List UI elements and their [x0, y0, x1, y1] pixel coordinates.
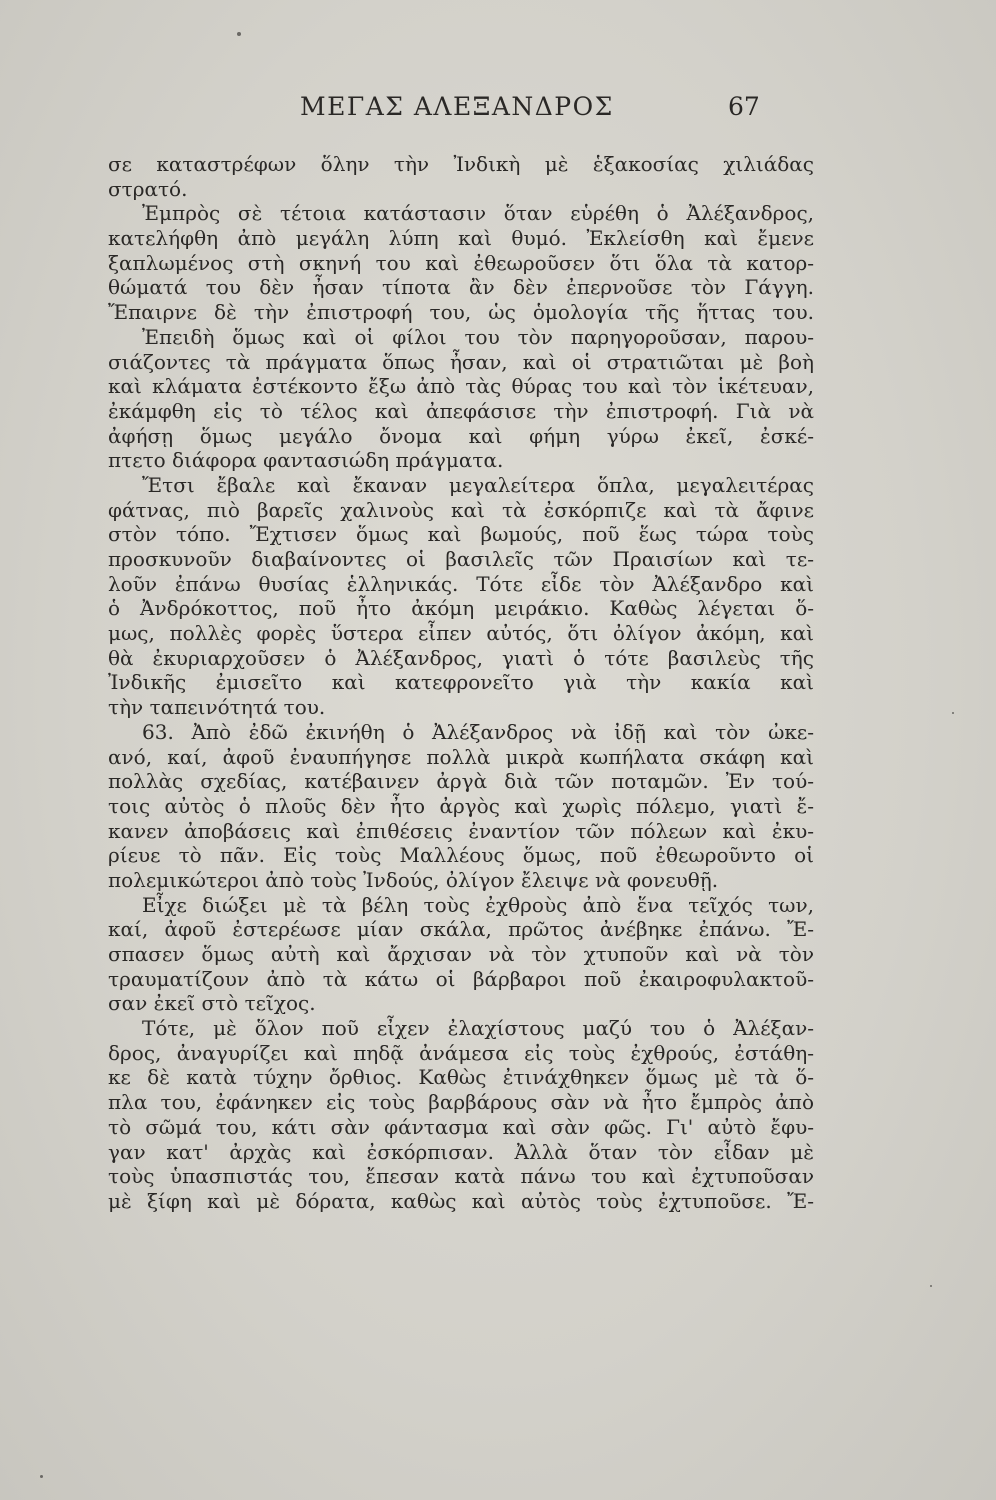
- text-line: καί, ἀφοῦ ἐστερέωσε μίαν σκάλα, πρῶτος ἀνέβηκε ἐπάνω. Ἔ-: [108, 917, 814, 942]
- ink-speck: [930, 1285, 932, 1287]
- ink-speck: [952, 712, 954, 714]
- text-line: στὸν τόπο. Ἔχτισεν ὅμως καὶ βωμούς, ποῦ ἕως τώρα τοὺς: [108, 522, 814, 547]
- text-line: θώματά του δὲν ἦσαν τίποτα ἂν δὲν ἐπερνοῦσε τὸν Γάγγη.: [108, 275, 814, 300]
- text-line: κανεν ἀποβάσεις καὶ ἐπιθέσεις ἐναντίον τῶν πόλεων καὶ ἐκυ-: [108, 818, 814, 843]
- text-line: Ἰνδικῆς ἐμισεῖτο καὶ κατεφρονεῖτο γιὰ τὴν κακία καὶ: [108, 670, 814, 695]
- text-line: γαν κατ' ἀρχὰς καὶ ἐσκόρπισαν. Ἀλλὰ ὅταν τὸν εἶδαν μὲ: [108, 1139, 814, 1164]
- text-line: μως, πολλὲς φορὲς ὕστερα εἶπεν αὐτός, ὅτι ὀλίγον ἀκόμη, καὶ: [108, 621, 814, 646]
- text-line: μὲ ξίφη καὶ μὲ δόρατα, καθὼς καὶ αὐτὸς τοὺς ἐχτυποῦσε. Ἔ-: [108, 1188, 814, 1213]
- text-line: Ἔπαιρνε δὲ τὴν ἐπιστροφή του, ὡς ὁμολογία τῆς ἥττας του.: [108, 300, 814, 325]
- text-line: τὸ σῶμά του, κάτι σὰν φάντασμα καὶ σὰν φῶς. Γι' αὐτὸ ἔφυ-: [108, 1114, 814, 1139]
- text-line: δρος, ἀναγυρίζει καὶ πηδᾷ ἀνάμεσα εἰς τοὺς ἐχθρούς, ἐστάθη-: [108, 1040, 814, 1065]
- text-line: Τότε, μὲ ὅλον ποῦ εἶχεν ἐλαχίστους μαζύ του ὁ Ἀλέξαν-: [142, 1016, 814, 1041]
- text-line: τοις αὐτὸς ὁ πλοῦς δὲν ἦτο ἀργὸς καὶ χωρὶς πόλεμο, γιατὶ ἔ-: [108, 793, 814, 818]
- text-line: λοῦν ἐπάνω θυσίας ἑλληνικάς. Τότε εἶδε τὸν Ἀλέξανδρο καὶ: [108, 571, 814, 596]
- running-head: [0, 92, 996, 132]
- text-line: τραυματίζουν ἀπὸ τὰ κάτω οἱ βάρβαροι ποῦ ἐκαιροφυλακτοῦ-: [108, 966, 814, 991]
- text-line: ἐκάμφθη εἰς τὸ τέλος καὶ ἀπεφάσισε τὴν ἐπιστροφή. Γιὰ νὰ: [108, 398, 814, 423]
- text-line: σπασεν ὅμως αὐτὴ καὶ ἄρχισαν νὰ τὸν χτυποῦν καὶ νὰ τὸν: [108, 942, 814, 966]
- text-line: ἀφήσῃ ὅμως μεγάλο ὄνομα καὶ φήμη γύρω ἐκεῖ, ἐσκέ-: [108, 423, 814, 448]
- body-text: [108, 152, 814, 1214]
- text-line: τὴν ταπεινότητά του.: [108, 695, 326, 720]
- text-line: πλα του, ἐφάνηκεν εἰς τοὺς βαρβάρους σὰν νὰ ἦτο ἔμπρὸς ἀπὸ: [108, 1090, 814, 1115]
- text-line: καὶ κλάματα ἐστέκοντο ἔξω ἀπὸ τὰς θύρας του καὶ τὸν ἱκέτευαν,: [108, 374, 814, 399]
- text-line: πολεμικώτεροι ἀπὸ τοὺς Ἰνδούς, ὀλίγον ἔλειψε νὰ φονευθῇ.: [108, 867, 719, 892]
- text-line: Ἐπειδὴ ὅμως καὶ οἱ φίλοι του τὸν παρηγοροῦσαν, παρου-: [142, 324, 814, 349]
- text-line: ανό, καί, ἀφοῦ ἐναυπήγησε πολλὰ μικρὰ κωπήλατα σκάφη καὶ: [108, 744, 814, 769]
- section-63-line: 63. Ἀπὸ ἐδῶ ἐκινήθη ὁ Ἀλέξανδρος νὰ ἰδῇ καὶ τὸν ὠκε-: [142, 719, 814, 744]
- text-line: πολλὰς σχεδίας, κατέβαινεν ἀργὰ διὰ τῶν ποταμῶν. Ἐν τού-: [108, 769, 814, 794]
- text-line: θὰ ἐκυριαρχοῦσεν ὁ Ἀλέξανδρος, γιατὶ ὁ τότε βασιλεὺς τῆς: [108, 645, 814, 670]
- text-line: κε δὲ κατὰ τύχην ὄρθιος. Καθὼς ἐτινάχθηκεν ὅμως μὲ τὰ ὅ-: [108, 1065, 814, 1090]
- text-line: ρίευε τὸ πᾶν. Εἰς τοὺς Μαλλέους ὅμως, ποῦ ἐθεωροῦντο οἱ: [108, 843, 814, 868]
- text-line: Ἐμπρὸς σὲ τέτοια κατάστασιν ὅταν εὑρέθη ὁ Ἀλέξανδρος,: [142, 201, 814, 226]
- text-line: ὁ Ἀνδρόκοττος, ποῦ ἦτο ἀκόμη μειράκιο. Καθὼς λέγεται ὅ-: [108, 596, 814, 621]
- text-line: φάτνας, πιὸ βαρεῖς χαλινοὺς καὶ τὰ ἐσκόρπιζε καὶ τὰ ἄφινε: [108, 497, 814, 522]
- ink-speck: [40, 1475, 43, 1478]
- text-line: Εἶχε διώξει μὲ τὰ βέλη τοὺς ἐχθροὺς ἀπὸ ἕνα τεῖχός των,: [142, 892, 814, 917]
- text-line: προσκυνοῦν διαβαίνοντες οἱ βασιλεῖς τῶν Πραισίων καὶ τε-: [108, 547, 814, 571]
- text-line: κατελήφθη ἀπὸ μεγάλη λύπη καὶ θυμό. Ἐκλείσθη καὶ ἔμενε: [108, 226, 814, 251]
- text-line: Ἔτσι ἔβαλε καὶ ἔκαναν μεγαλείτερα ὅπλα, μεγαλειτέρας: [142, 472, 814, 497]
- text-line: ξαπλωμένος στὴ σκηνή του καὶ ἐθεωροῦσεν ὅτι ὅλα τὰ κατορ-: [108, 250, 814, 275]
- text-line: σιάζοντες τὰ πράγματα ὅπως ἦσαν, καὶ οἱ στρατιῶται μὲ βοὴ: [108, 349, 814, 374]
- text-line: σε καταστρέφων ὅλην τὴν Ἰνδικὴ μὲ ἑξακοσίας χιλιάδας: [108, 152, 814, 176]
- text-line: πτετο διάφορα φαντασιώδη πράγματα.: [108, 448, 504, 473]
- text-line: στρατό.: [108, 176, 188, 201]
- text-line: τοὺς ὑπασπιστάς του, ἔπεσαν κατὰ πάνω του καὶ ἐχτυποῦσαν: [108, 1164, 814, 1189]
- page-number: 67: [728, 92, 760, 121]
- ink-speck: [237, 32, 241, 36]
- running-title: ΜΕΓΑΣ ΑΛΕΞΑΝΔΡΟΣ: [300, 92, 614, 121]
- text-line: σαν ἐκεῖ στὸ τεῖχος.: [108, 991, 316, 1016]
